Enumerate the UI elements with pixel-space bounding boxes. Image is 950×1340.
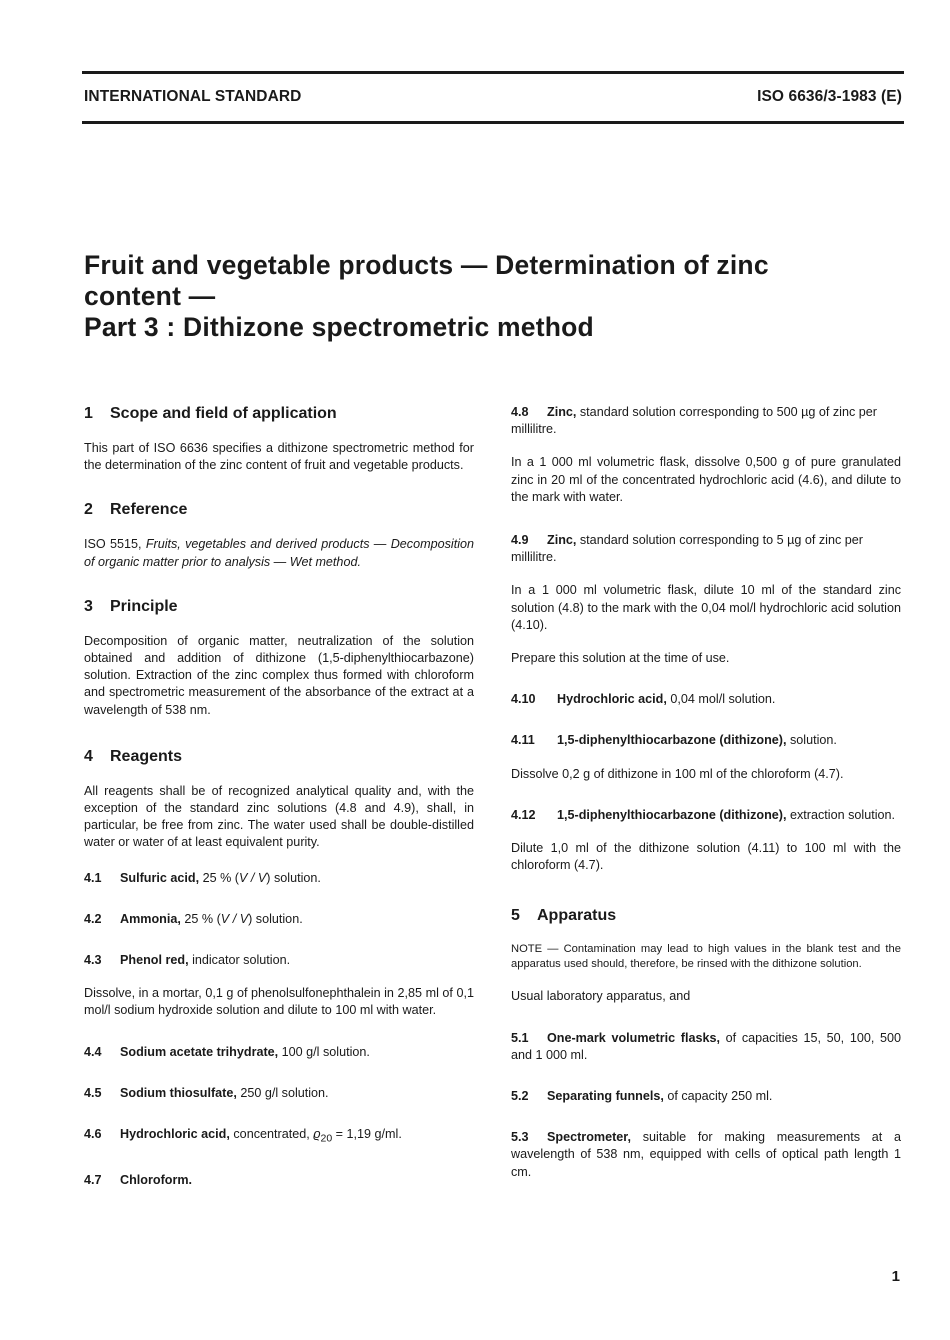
item-desc: standard solution corresponding to 500 µg of zinc per millilitre. (511, 405, 877, 437)
item-number: 4.7 (84, 1172, 102, 1187)
section-3-text: Decomposition of organic matter, neutralization of the solution obtained and addition of dithizone (1,5-diphenylthiocarbazone) solution. Extraction of the zinc complex thus formed with chloroform and spectrometric measurement of the absorbance of the extract at a wavelength of 538 nm. (84, 633, 474, 717)
item-number: 5.3 (511, 1130, 529, 1145)
item-desc: indicator solution. (188, 953, 291, 968)
header-bottom-rule (82, 121, 904, 124)
item-number: 4.11 (511, 733, 535, 748)
item-desc: 25 % ( (199, 870, 239, 885)
apparatus-intro: Usual laboratory apparatus, and (511, 989, 691, 1004)
section-number: 3 (84, 597, 93, 615)
reagent-4-8 (511, 404, 901, 438)
reference-code: ISO 5515, (84, 537, 146, 552)
item-desc: standard solution corresponding to 5 µg of zinc per millilitre. (511, 533, 863, 565)
item-title: Spectrometer, (547, 1130, 631, 1145)
reference-title: Fruits, vegetables and derived products — Decomposition of organic matter prior to analysis — Wet method. (84, 537, 474, 569)
item-title: Sodium acetate trihydrate, (120, 1044, 279, 1059)
apparatus-5-3 (511, 1129, 901, 1181)
item-number: 4.9 (511, 533, 529, 548)
left-column (84, 404, 474, 1189)
item-number: 5.2 (511, 1089, 529, 1104)
reagent-4-11-text: Dissolve 0,2 g of dithizone in 100 ml of the chloroform (4.7). (511, 766, 844, 781)
density-subscript: 20 (320, 1132, 333, 1145)
item-number: 4.5 (84, 1085, 102, 1100)
item-desc: solution. (786, 733, 837, 748)
item-title: Ammonia, (120, 911, 181, 926)
page-number: 1 (891, 1268, 900, 1285)
title-line-3: Part 3 : Dithizone spectrometric method (84, 312, 594, 342)
item-title: 1,5-diphenylthiocarbazone (dithizone), (557, 807, 787, 822)
density-symbol: ϱ (313, 1127, 321, 1142)
reagent-4-1 (84, 870, 474, 887)
item-desc: of capacities 15, 50, 100, 500 and 1 000 ml. (511, 1030, 902, 1062)
standard-number: ISO 6636/3-1983 (E) (757, 88, 902, 105)
section-title: Reference (110, 501, 188, 519)
item-number: 4.8 (511, 405, 529, 419)
item-title: Hydrochloric acid, (557, 692, 667, 707)
item-desc: 250 g/l solution. (236, 1085, 329, 1100)
item-title: Sodium thiosulfate, (120, 1085, 237, 1100)
reagent-4-3 (84, 952, 474, 969)
item-number: 5.1 (511, 1030, 529, 1045)
reagent-4-6 (84, 1126, 474, 1148)
item-title: Chloroform. (120, 1172, 193, 1187)
reagent-4-9-text: In a 1 000 ml volumetric flask, dilute 10 ml of the standard zinc solution (4.8) to the mark with the 0,04 mol/l hydrochloric acid solution (4.10). (511, 583, 901, 632)
item-number: 4.3 (84, 953, 102, 968)
item-desc: 0,04 mol/l solution. (666, 692, 776, 707)
section-number: 5 (511, 907, 520, 925)
title-line-1: Fruit and vegetable products — Determination of zinc (84, 250, 769, 280)
section-3-heading (84, 597, 474, 617)
item-desc: ) solution. (266, 870, 321, 885)
section-title: Apparatus (537, 907, 617, 925)
item-desc: 25 % ( (180, 911, 221, 926)
section-4-text: All reagents shall be of recognized analytical quality and, with the exception of the standard zinc solutions (4.8 and 4.9), shall, in particular, be free from zinc. The water used shall be double-distilled water or water of at least equivalent purity. (84, 783, 474, 850)
item-desc: concentrated, (229, 1127, 314, 1142)
reagent-4-4 (84, 1044, 474, 1061)
item-number: 4.4 (84, 1044, 102, 1059)
section-title: Principle (110, 597, 178, 615)
section-number: 2 (84, 501, 93, 519)
section-title: Scope and field of application (110, 405, 337, 422)
reagent-4-10 (511, 691, 901, 708)
item-desc: ) solution. (248, 911, 303, 926)
section-number: 4 (84, 747, 93, 765)
section-4-heading (84, 747, 474, 767)
reagent-4-5 (84, 1085, 474, 1102)
header-top-rule (82, 71, 904, 74)
section-number: 1 (84, 405, 93, 422)
item-ratio: V / V (239, 870, 267, 885)
reagent-4-2 (84, 911, 474, 928)
item-title: Sulfuric acid, (120, 870, 200, 885)
item-number: 4.1 (84, 870, 102, 885)
section-5-heading (511, 906, 901, 926)
apparatus-5-2 (511, 1088, 901, 1105)
reagent-4-9-note: Prepare this solution at the time of use. (511, 651, 730, 666)
item-desc: 100 g/l solution. (278, 1044, 370, 1059)
item-number: 4.6 (84, 1127, 102, 1142)
item-title: 1,5-diphenylthiocarbazone (dithizone), (557, 733, 787, 748)
reagent-4-9 (511, 532, 901, 566)
document-title (84, 250, 884, 343)
standard-label: INTERNATIONAL STANDARD (84, 88, 302, 105)
apparatus-5-1 (511, 1030, 901, 1064)
reagent-4-11 (511, 732, 901, 749)
right-column (511, 404, 901, 1181)
item-desc: suitable for making measurements at a wavelength of 538 nm, equipped with cells of optical path length 1 cm. (511, 1130, 901, 1179)
item-title: Phenol red, (120, 953, 189, 968)
section-2-heading (84, 500, 474, 520)
item-number: 4.2 (84, 911, 102, 926)
reagent-4-12 (511, 807, 901, 824)
item-title: One-mark volumetric flasks, (547, 1030, 721, 1045)
apparatus-note: NOTE — Contamination may lead to high values in the blank test and the apparatus used should, therefore, be rinsed with the dithizone solution. (511, 943, 901, 971)
item-title: Zinc, (547, 533, 577, 548)
section-1-heading (84, 404, 474, 424)
reagent-4-8-text: In a 1 000 ml volumetric flask, dissolve 0,500 g of pure granulated zinc in 20 ml of the concentrated hydrochloric acid (4.6), and dilute to the mark with water. (511, 455, 901, 504)
item-ratio: V / V (220, 911, 249, 926)
reagent-4-12-text: Dilute 1,0 ml of the dithizone solution (4.11) to 100 ml with the chloroform (4.7). (511, 841, 901, 873)
reagent-4-3-text: Dissolve, in a mortar, 0,1 g of phenolsulfonephthalein in 2,85 ml of 0,1 mol/l sodium hydroxide solution and dilute to 100 ml with water. (84, 986, 474, 1018)
section-title: Reagents (110, 747, 183, 765)
item-title: Hydrochloric acid, (120, 1127, 230, 1142)
item-number: 4.10 (511, 692, 536, 707)
item-title: Zinc, (547, 405, 577, 419)
item-desc: of capacity 250 ml. (663, 1089, 773, 1104)
item-desc: extraction solution. (786, 807, 896, 822)
title-line-2: content — (84, 281, 216, 311)
reagent-4-7 (84, 1172, 474, 1189)
section-1-text: This part of ISO 6636 specifies a dithizone spectrometric method for the determination of the zinc content of fruit and vegetable products. (84, 441, 474, 473)
item-desc: = 1,19 g/ml. (332, 1127, 402, 1142)
item-title: Separating funnels, (547, 1089, 664, 1104)
item-number: 4.12 (511, 807, 536, 822)
section-2-text (84, 536, 474, 570)
